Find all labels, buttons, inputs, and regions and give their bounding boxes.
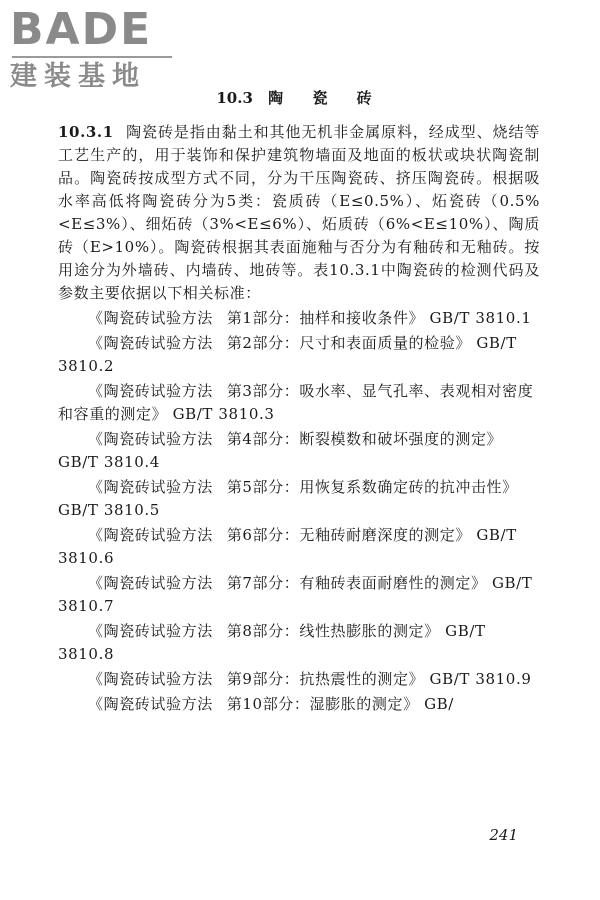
standard-reference <box>58 307 540 330</box>
logo-brand: BADE <box>10 4 153 55</box>
section-number: 10.3 <box>216 89 253 107</box>
page-number: 241 <box>489 826 518 844</box>
document-body <box>58 121 540 718</box>
standard-reference <box>58 668 540 691</box>
reference-title: 《陶瓷砖试验方法 <box>88 695 213 713</box>
reference-code: GB/T 3810.3 <box>172 405 275 423</box>
section-heading <box>0 88 600 108</box>
reference-title: 《陶瓷砖试验方法 <box>88 478 213 496</box>
standard-reference <box>58 524 540 570</box>
reference-code: GB/T 3810.1 <box>429 309 532 327</box>
clause-text: 陶瓷砖是指由黏土和其他无机非金属原料，经成型、烧结等工艺生产的，用于装饰和保护建筑物墙面及地面的板状或块状陶瓷制品。陶瓷砖按成型方式不同，分为干压陶瓷砖、挤压陶瓷砖。根据吸水率高低将陶瓷砖分为5类：瓷质砖（E≤0.5%）、炻瓷砖（0.5%<E≤3%）、细炻砖（3%<E≤6%）、炻质砖（6%<E≤10%）、陶质砖（E>10%）。陶瓷砖根据其表面施釉与否分为有釉砖和无釉砖。按用途分为外墙砖、内墙砖、地砖等。表10.3.1中陶瓷砖的检测代码及参数主要依据以下相关标准： <box>58 123 540 302</box>
reference-code: GB/T 3810.5 <box>58 501 160 519</box>
reference-title: 《陶瓷砖试验方法 <box>88 574 213 592</box>
reference-code: GB/ <box>424 695 454 713</box>
reference-part: 第7部分：有釉砖表面耐磨性的测定》 <box>226 574 487 592</box>
reference-part: 第6部分：无釉砖耐磨深度的测定》 <box>226 526 471 544</box>
standard-reference <box>58 428 540 474</box>
reference-code: GB/T 3810.2 <box>58 334 517 375</box>
logo-chinese-name: 建装基地 <box>10 61 146 92</box>
standard-reference <box>58 693 540 716</box>
reference-title: 《陶瓷砖试验方法 <box>88 670 213 688</box>
reference-code: GB/T 3810.6 <box>58 526 517 567</box>
reference-code: GB/T 3810.8 <box>58 622 486 663</box>
reference-part: 第3部分：吸水率、显气孔率、表观相对密度和容重的测定》 <box>58 382 534 423</box>
reference-title: 《陶瓷砖试验方法 <box>88 622 213 640</box>
reference-part: 第9部分：抗热震性的测定》 <box>226 670 425 688</box>
standard-reference <box>58 572 540 618</box>
reference-title: 《陶瓷砖试验方法 <box>88 526 213 544</box>
reference-code: GB/T 3810.9 <box>429 670 532 688</box>
reference-title: 《陶瓷砖试验方法 <box>88 382 213 400</box>
reference-part: 第5部分：用恢复系数确定砖的抗冲击性》 <box>226 478 518 496</box>
section-title: 陶 瓷 砖 <box>268 89 384 107</box>
bade-logo <box>10 6 185 96</box>
clause-paragraph <box>58 121 540 305</box>
standard-reference <box>58 476 540 522</box>
reference-part: 第1部分：抽样和接收条件》 <box>226 309 425 327</box>
reference-code: GB/T 3810.7 <box>58 574 533 615</box>
reference-part: 第8部分：线性热膨胀的测定》 <box>226 622 440 640</box>
reference-part: 第2部分：尺寸和表面质量的检验》 <box>226 334 471 352</box>
clause-number: 10.3.1 <box>58 123 114 141</box>
reference-title: 《陶瓷砖试验方法 <box>88 334 213 352</box>
reference-part: 第4部分：断裂模数和破坏强度的测定》 <box>226 430 503 448</box>
standard-reference <box>58 620 540 666</box>
standard-reference <box>58 380 540 426</box>
logo-divider <box>12 56 172 58</box>
reference-title: 《陶瓷砖试验方法 <box>88 309 213 327</box>
reference-title: 《陶瓷砖试验方法 <box>88 430 213 448</box>
reference-part: 第10部分：湿膨胀的测定》 <box>226 695 419 713</box>
standard-reference <box>58 332 540 378</box>
reference-code: GB/T 3810.4 <box>58 453 160 471</box>
